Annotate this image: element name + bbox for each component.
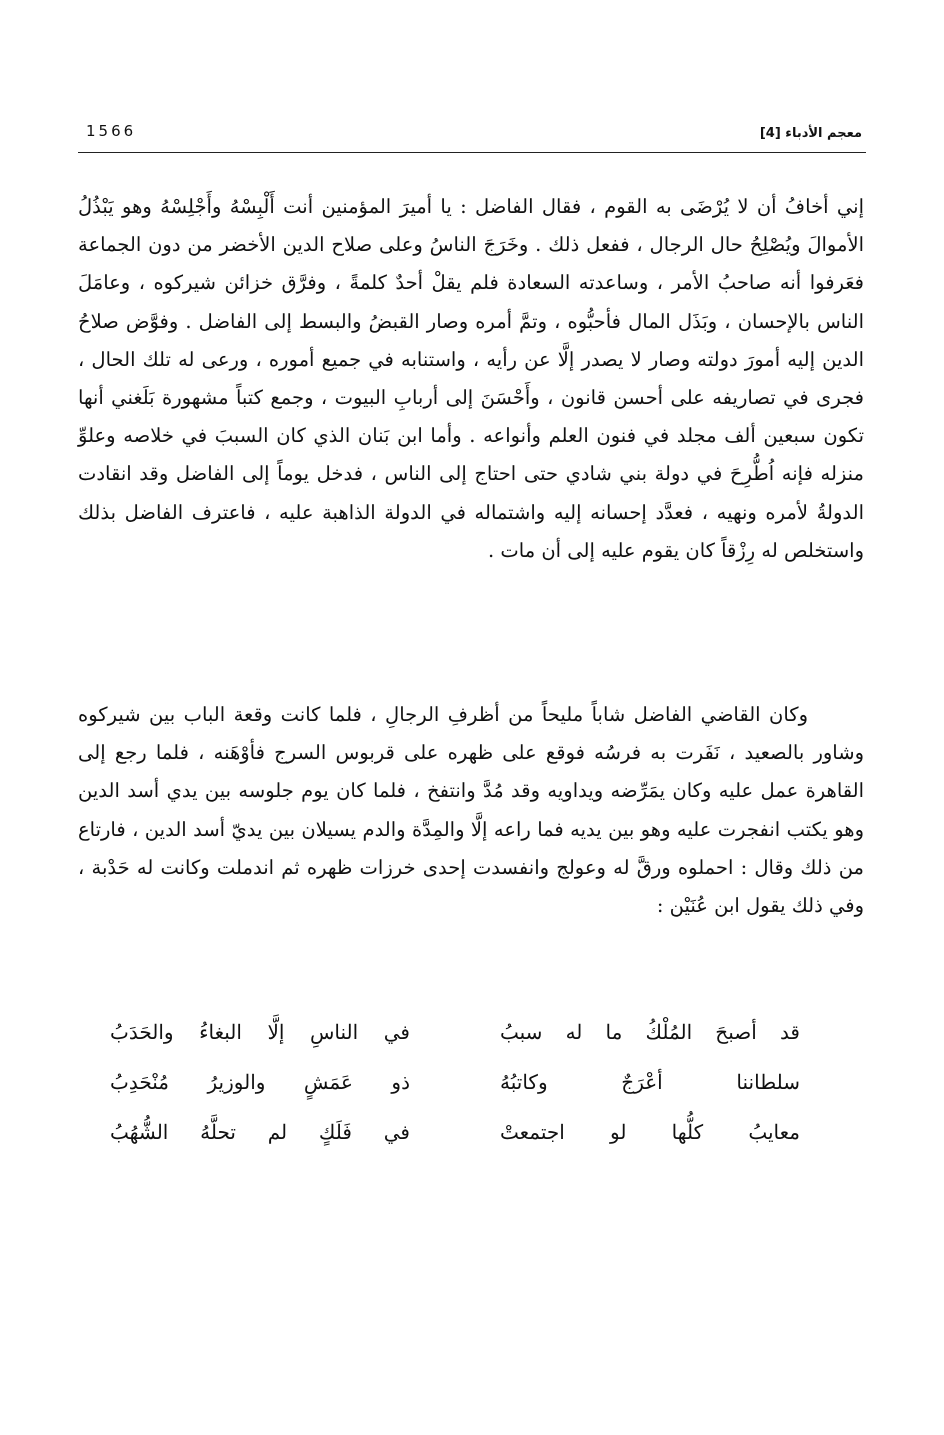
paragraph-1: إني أخافُ أن لا يُرْضَى به القوم ، فقال الفاضل : يا أميرَ المؤمنين أنت أَلْبِسْهُ وأَجْلِسْهُ وهو يَبْذُلُ الأموالَ ويُصْلِحُ حال الرجال ، ففعل ذلك . وخَرَجَ الناسُ وعلى صلاح الدين الأخضر من دون الجماعة فعَرفوا أنه صاحبُ الأمر ، وساعدته السعادة فلم يقلْ أحدٌ كلمةً ، وفرَّق خزائن شيركوه ، وعامَلَ الناس بالإحسان ، وبَذَل المال فأحبُّوه ، وتمَّ أمره وصار القبضُ والبسط إلى الفاضل . وفوَّض صلاحُ الدين إليه أمورَ دولته وصار لا يصدر إلَّا عن رأيه ، واستنابه في جميع أموره ، ورعى له تلك الحال ، فجرى في تصاريفه على أحسن قانون ، وأَحْسَنَ إلى أربابِ البيوت ، وجمع كتباً مشهورة بَلَغني أنها تكون سبعين ألف مجلد في فنون العلم وأنواعه . وأما ابن بَنان الذي كان السببَ في خلاصه وعلوِّ منزله فإنه اُطُّرِحَ في دولة بني شادي حتى احتاج إلى الناس ، فدخل يوماً إلى الفاضل وقد انقادت الدولةُ لأمره ونهيه ، فعدَّد إحسانه إليه واشتماله في الدولة الذاهبة عليه ، فاعترف الفاضل بذلك واستخلص له رِزْقاً كان يقوم عليه إلى أن مات .	[78, 195, 864, 562]
running-head: معجم الأدباء [4]	[759, 126, 862, 141]
verse-first-hemistich: معايبُ كلُّها لو اجتمعتْ	[500, 1120, 800, 1144]
poem-verse	[110, 1020, 800, 1070]
verse-first-hemistich: قد أصبحَ المُلْكُ ما له سببُ	[500, 1020, 800, 1044]
verse-second-hemistich: ذو عَمَشٍ والوزيرُ مُنْحَدِبُ	[110, 1070, 410, 1094]
page-number: 1566	[86, 122, 137, 140]
poem-verse	[110, 1120, 800, 1170]
verse-second-hemistich: في الناسِ إلَّا البغاءُ والحَدَبُ	[110, 1020, 410, 1044]
page-header	[78, 118, 866, 153]
poem-verse	[110, 1070, 800, 1120]
verse-first-hemistich: سلطاننا أعْرَجٌ وكاتبُهُ	[500, 1070, 800, 1094]
paragraph-2: وكان القاضي الفاضل شاباً مليحاً من أظرفِ الرجالِ ، فلما كانت وقعة الباب بين شيركوه وشاور بالصعيد ، نَفَرت به فرسُه فوقع على ظهره على قربوس السرج فأوْهَنه ، فلما رجع إلى القاهرة عمل عليه وكان يمَرِّضه ويداويه وقد مُدَّ وانتفخ ، فلما كان يوم جلوسه بين يدي أسد الدين وهو يكتب انفجرت عليه وهو بين يديه فما راعه إلَّا والمِدَّة والدم يسيلان بين يديّ أسد الدين ، فارتاع من ذلك وقال : احملوه ورقَّ له وعولج وانفسدت إحدى خرزات ظهره ثم اندملت وكانت له حَدْبة ، وفي ذلك يقول ابن عُنَيْن :	[78, 703, 864, 918]
poem	[110, 1020, 800, 1170]
verse-second-hemistich: في فَلَكٍ لم تحلَّهُ الشُّهُبُ	[110, 1120, 410, 1144]
